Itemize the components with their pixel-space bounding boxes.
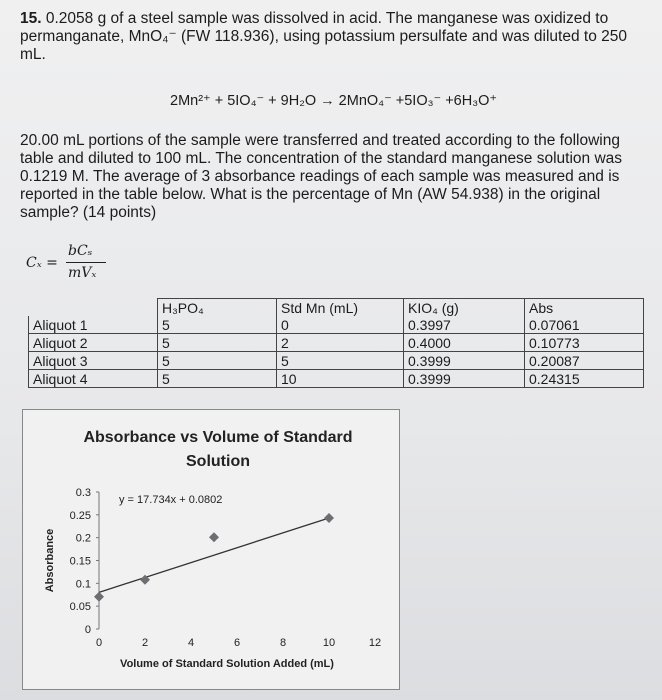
y-tick-label: 0.1 [75, 578, 91, 591]
table-cell: Aliquot 3 [29, 352, 158, 370]
table-cell: 5 [277, 352, 404, 370]
table-cell: Aliquot 2 [29, 334, 158, 352]
table-header: H₃PO₄ [158, 299, 277, 317]
data-point [209, 532, 219, 542]
absorbance-chart [22, 409, 400, 690]
table-header [29, 299, 158, 317]
trendline-equation: y = 17.734x + 0.0802 [119, 493, 223, 506]
table-cell: 0.24315 [525, 370, 644, 388]
table-row [29, 334, 644, 352]
table-cell: 0.10773 [525, 334, 644, 352]
x-tick-label: 6 [233, 637, 241, 649]
table-row [29, 370, 644, 388]
aliquot-table [28, 298, 644, 388]
question-body: 20.00 mL portions of the sample were transferred and treated according to the following table and diluted to 100 mL. The concentration of the standard manganese solution was 0.1219 M. The average of 3 absorbance readings of each sample was measured and is reported in the table below. What is the percentage of Mn (AW 54.938) in the original sample? (14 points) [20, 132, 623, 221]
y-tick-label: 0.05 [69, 601, 91, 614]
x-tick-label: 0 [95, 637, 103, 649]
x-tick-label: 8 [279, 637, 287, 649]
table-header: Abs [525, 299, 644, 317]
table-cell: 5 [158, 334, 277, 352]
question-number: 15. [20, 10, 42, 27]
table-cell: 5 [158, 370, 277, 388]
formula-numerator: bCₛ [68, 243, 93, 259]
y-tick-label: 0.2 [75, 532, 91, 545]
table-cell: 0.3997 [404, 316, 525, 334]
table-row [29, 316, 644, 334]
x-tick-label: 2 [141, 637, 149, 649]
table-cell: 5 [158, 316, 277, 334]
fraction-bar [66, 262, 106, 263]
y-tick-label: 0.25 [69, 509, 91, 522]
reaction-equation: 2Mn²⁺ + 5IO₄⁻ + 9H₂O → 2MnO₄⁻ +5IO₃⁻ +6H₃O⁺ [170, 93, 498, 109]
table-cell: 10 [277, 370, 404, 388]
x-tick-label: 4 [187, 637, 195, 649]
table-cell: 5 [158, 352, 277, 370]
y-tick-label: 0.3 [75, 487, 91, 499]
table-cell: 0.20087 [525, 352, 644, 370]
table-cell: 0.07061 [525, 316, 644, 334]
table-row [29, 352, 644, 370]
trendline [99, 518, 329, 592]
formula-denominator: mVₓ [68, 265, 97, 281]
x-tick-label: 10 [322, 637, 336, 649]
x-tick-label: 12 [368, 637, 382, 649]
table-header: Std Mn (mL) [277, 299, 404, 317]
question-intro-text: 0.2058 g of a steel sample was dissolved in acid. The manganese was oxidized to permanganate, MnO₄⁻ (FW 118.936), using potassium persulfate and was diluted to 250 mL. [20, 10, 627, 63]
x-axis-title: Volume of Standard Solution Added (mL) [120, 658, 334, 670]
table-cell: 0.3999 [404, 352, 525, 370]
y-tick-label: 0 [84, 624, 91, 636]
table-cell: 0 [277, 316, 404, 334]
y-axis-title: Absorbance [44, 528, 56, 593]
y-tick-label: 0.15 [69, 555, 91, 568]
table-header: KIO₄ (g) [404, 299, 525, 317]
question-intro [20, 10, 650, 64]
formula-lhs: Cₓ = [26, 255, 58, 271]
table-header-row [29, 299, 644, 317]
table-cell: 2 [277, 334, 404, 352]
table-cell: Aliquot 4 [29, 370, 158, 388]
chart-title: Absorbance vs Volume of Standard Solution [83, 429, 353, 470]
table-cell: 0.4000 [404, 334, 525, 352]
concentration-formula [26, 243, 146, 283]
data-point [324, 513, 334, 523]
data-point [94, 592, 104, 602]
table-cell: Aliquot 1 [29, 316, 158, 334]
chart-plot-area [23, 410, 399, 689]
table-cell: 0.3999 [404, 370, 525, 388]
